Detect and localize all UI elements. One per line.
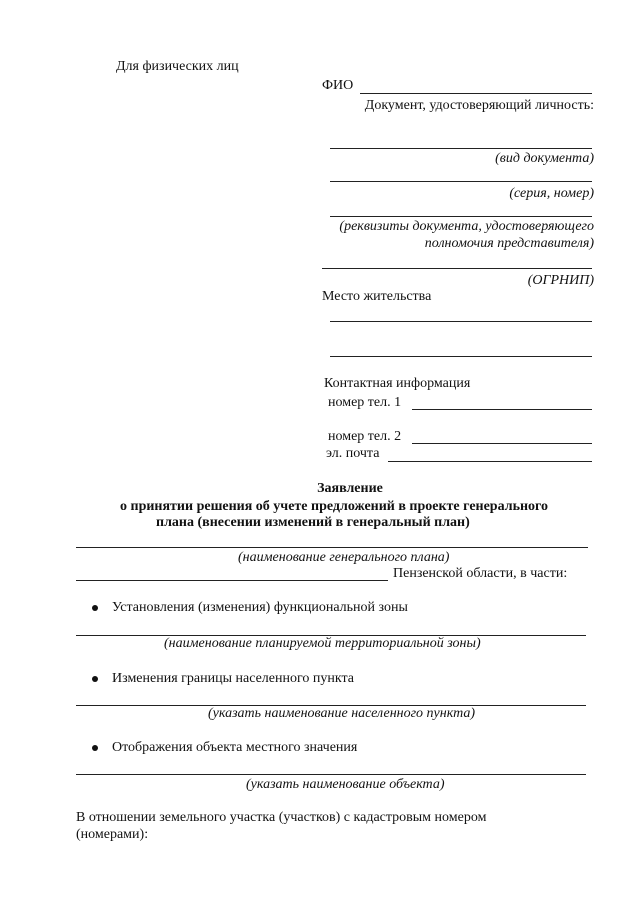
fio-field[interactable] (360, 93, 592, 94)
document-type-hint: (вид документа) (495, 151, 594, 166)
cadastral-text-line2: (номерами): (76, 827, 149, 842)
series-number-hint: (серия, номер) (509, 186, 594, 201)
cadastral-text-line1: В отношении земельного участка (участков) с кадастровым номером (76, 810, 487, 825)
residence-field-1[interactable] (330, 321, 592, 322)
region-text: Пензенской области, в части: (393, 566, 568, 581)
representative-document-field[interactable] (330, 216, 592, 217)
phone2-field[interactable] (412, 443, 592, 444)
phone2-label: номер тел. 2 (328, 429, 402, 444)
settlement-name-hint: (указать наименование населенного пункта) (208, 706, 476, 721)
contact-info-label: Контактная информация (324, 376, 471, 391)
object-name-hint: (указать наименование объекта) (246, 777, 445, 792)
residence-field-2[interactable] (330, 356, 592, 357)
ogrnip-hint: (ОГРНИП) (527, 273, 594, 288)
document-type-field[interactable] (330, 148, 592, 149)
email-field[interactable] (388, 461, 592, 462)
item-zone-label: Установления (изменения) функциональной зоны (112, 600, 408, 615)
bullet-icon (92, 605, 98, 611)
phone1-label: номер тел. 1 (328, 395, 402, 410)
document-title: Заявление (317, 481, 383, 496)
item-object-label: Отображения объекта местного значения (112, 740, 358, 755)
general-plan-name-field[interactable] (76, 547, 588, 548)
applicant-type-label: Для физических лиц (116, 59, 239, 74)
representative-document-hint-line1: (реквизиты документа, удостоверяющего (339, 219, 594, 234)
document-subtitle-line2: плана (внесении изменений в генеральный план) (156, 515, 470, 530)
district-field[interactable] (76, 580, 388, 581)
item-settlement-label: Изменения границы населенного пункта (112, 671, 354, 686)
general-plan-name-hint: (наименование генерального плана) (238, 550, 450, 565)
object-name-field[interactable] (76, 774, 586, 775)
series-number-field[interactable] (330, 181, 592, 182)
id-document-label: Документ, удостоверяющий личность: (364, 98, 594, 113)
bullet-icon (92, 745, 98, 751)
bullet-icon (92, 676, 98, 682)
email-label: эл. почта (326, 446, 380, 461)
document-subtitle-line1: о принятии решения об учете предложений в проекте генерального (120, 499, 549, 514)
territorial-zone-hint: (наименование планируемой территориальной зоны) (164, 636, 481, 651)
representative-document-hint-line2: полномочия представителя) (424, 236, 594, 251)
residence-label: Место жительства (322, 289, 432, 304)
phone1-field[interactable] (412, 409, 592, 410)
fio-label: ФИО (322, 78, 354, 93)
ogrnip-field[interactable] (322, 268, 592, 269)
